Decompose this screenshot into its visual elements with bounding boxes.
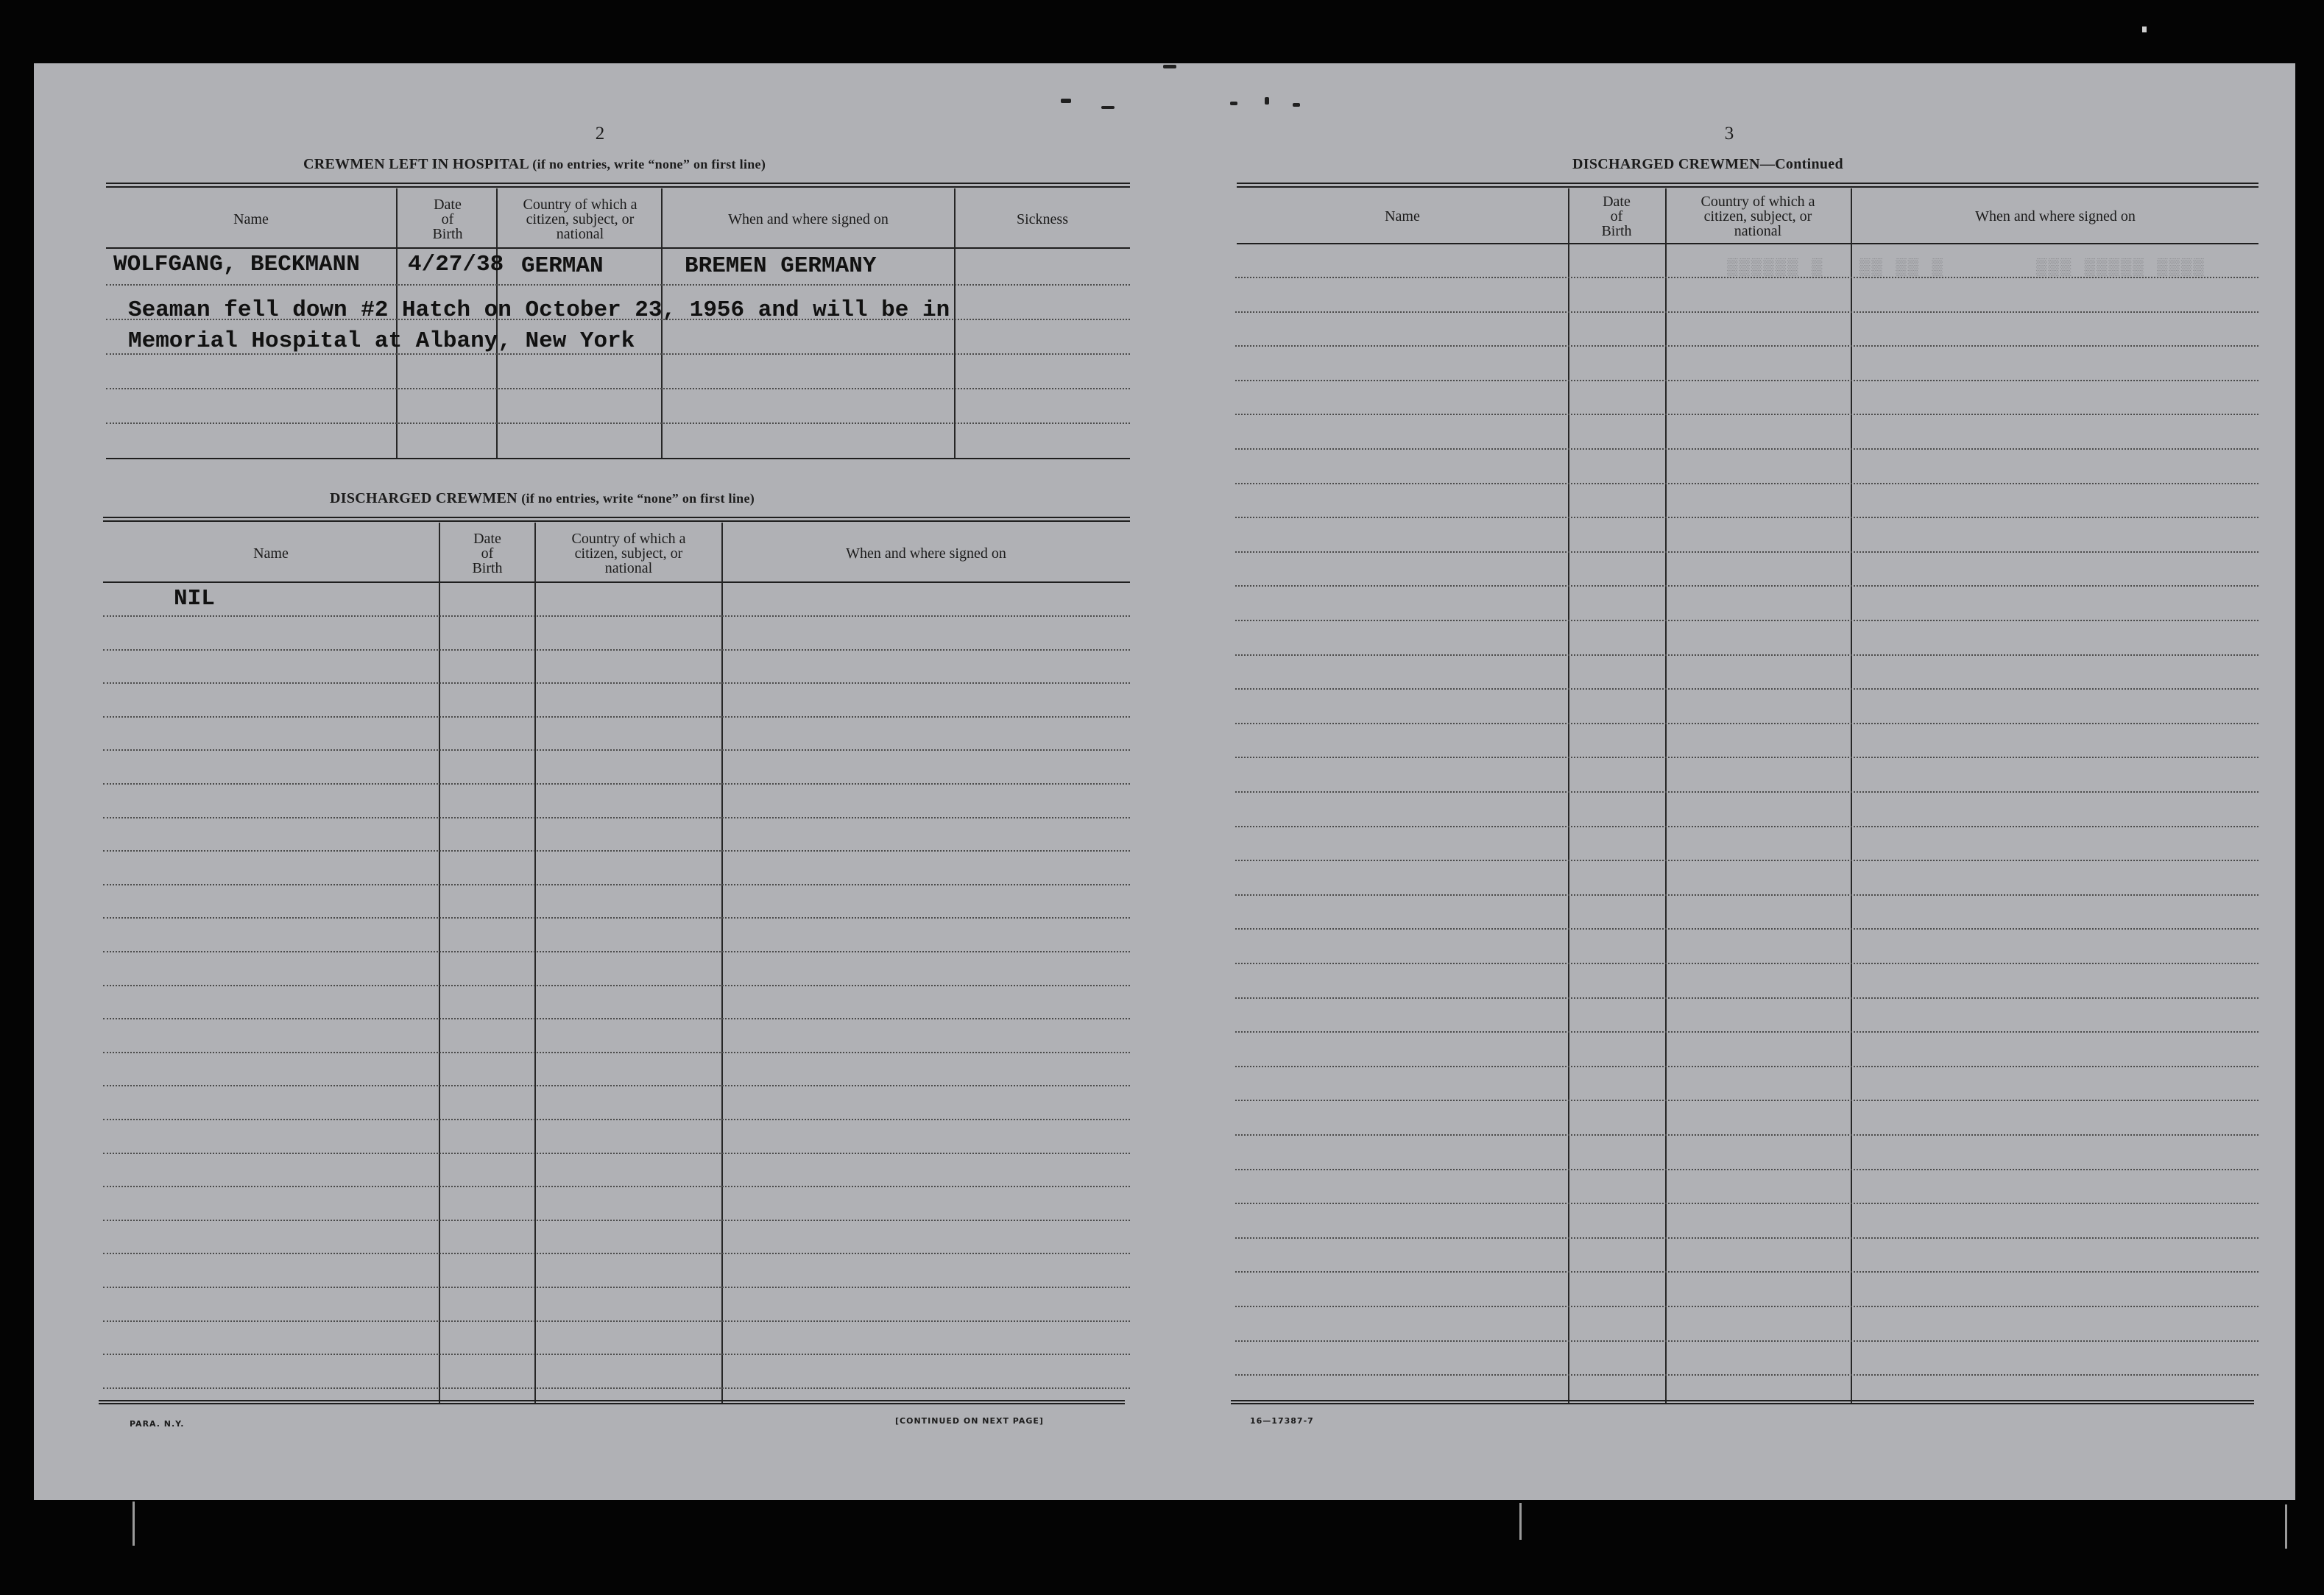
right-section-title: DISCHARGED CREWMEN—Continued	[1572, 156, 1843, 172]
footer-continued: [CONTINUED ON NEXT PAGE]	[895, 1416, 1044, 1426]
ruled-row-line	[103, 1287, 1130, 1288]
ruled-row-line	[103, 749, 1130, 751]
hospital-col-country: Country of which a citizen, subject, or national	[523, 197, 637, 242]
ruled-row-line	[103, 917, 1130, 919]
ruled-row-line	[103, 682, 1130, 684]
ruled-row-line	[103, 1354, 1130, 1355]
ruled-row-line	[103, 1119, 1130, 1120]
hospital-title-text: CREWMEN LEFT IN HOSPITAL	[303, 156, 529, 172]
ruled-row-line	[1235, 414, 2258, 415]
hospital-bottom-rule	[106, 458, 1130, 459]
ruled-row-line	[1235, 1237, 2258, 1239]
hospital-vline-2	[496, 188, 498, 459]
ruled-row-line	[1235, 1306, 2258, 1307]
discharged-col-name: Name	[253, 545, 289, 562]
scan-speck	[2142, 26, 2147, 32]
ruled-row-line	[1235, 277, 2258, 278]
right-vline-1	[1568, 188, 1569, 1404]
ruled-row-line	[1235, 1169, 2258, 1170]
footer-form-code: 16—17387-7	[1250, 1416, 1314, 1426]
hospital-header-rule	[106, 247, 1130, 249]
discharged-vline-2	[534, 523, 536, 1403]
scan-edge-mark	[1519, 1503, 1522, 1540]
discharged-entry-nil: NIL	[174, 586, 215, 612]
scan-edge-mark	[2285, 1504, 2287, 1549]
ruled-row-line	[103, 1186, 1130, 1187]
ruled-row-line	[103, 783, 1130, 785]
hospital-entry-dob: 4/27/38	[408, 252, 504, 277]
ruled-row-line	[1235, 826, 2258, 827]
right-vline-2	[1665, 188, 1667, 1404]
discharged-bottom-rule	[99, 1400, 1125, 1404]
ruled-row-line	[1235, 1374, 2258, 1376]
ruled-row-line	[1235, 928, 2258, 930]
hospital-vline-1	[396, 188, 398, 459]
ruled-row-line	[103, 1253, 1130, 1254]
hospital-col-name: Name	[233, 211, 269, 227]
right-col-name: Name	[1385, 208, 1420, 224]
ruled-row-line	[1235, 997, 2258, 999]
ruled-row-line	[1235, 1066, 2258, 1067]
scan-edge-mark	[133, 1502, 135, 1546]
hospital-entry-country: GERMAN	[521, 253, 604, 279]
page-number-left: 2	[595, 124, 605, 144]
discharged-section-title	[330, 490, 755, 507]
hospital-entry-name: WOLFGANG, BECKMANN	[113, 252, 360, 277]
discharged-top-rule	[103, 517, 1130, 522]
ruled-row-line	[103, 1018, 1130, 1019]
ruled-row-line	[1235, 620, 2258, 621]
ruled-row-line	[1235, 791, 2258, 793]
hospital-entry-note-2: Memorial Hospital at Albany, New York	[128, 328, 635, 354]
discharged-col-signed-on: When and where signed on	[846, 545, 1006, 562]
ruled-row-line	[103, 1153, 1130, 1154]
discharged-col-country: Country of which a citizen, subject, or national	[571, 531, 686, 576]
discharged-instruction: (if no entries, write “none” on first line)	[521, 491, 755, 506]
ruled-row-line	[103, 817, 1130, 818]
right-col-dob: Date of Birth	[1601, 194, 1632, 239]
ruled-row-line	[103, 649, 1130, 651]
hospital-section-title	[303, 156, 766, 173]
footer-printer: PARA. N.Y.	[130, 1419, 185, 1429]
hospital-instruction: (if no entries, write “none” on first line)	[532, 157, 766, 171]
ruled-row-line	[103, 1387, 1130, 1389]
ruled-row-line	[1235, 860, 2258, 861]
right-header-rule	[1237, 243, 2258, 244]
ruled-row-line	[1235, 1271, 2258, 1273]
ruled-row-line	[1235, 345, 2258, 347]
right-bottom-rule	[1231, 1400, 2254, 1404]
discharged-col-dob: Date of Birth	[472, 531, 503, 576]
ruled-row-line	[1235, 517, 2258, 518]
ruled-row-line	[1235, 1134, 2258, 1136]
hospital-col-signed-on: When and where signed on	[728, 211, 889, 227]
ruled-row-line	[1235, 723, 2258, 724]
ruled-row-line	[103, 951, 1130, 952]
manifest-sheet	[34, 63, 2295, 1500]
ruled-row-line	[103, 1220, 1130, 1221]
right-col-signed-on: When and where signed on	[1975, 208, 2136, 224]
bleed-through-mark: ▒▒ ▒▒ ▒	[1859, 259, 1944, 279]
ruled-row-line	[1235, 1100, 2258, 1101]
hospital-vline-4	[954, 188, 956, 459]
hospital-row-line	[106, 284, 1130, 286]
hospital-col-dob: Date of Birth	[432, 197, 463, 242]
hospital-col-sickness: Sickness	[1017, 211, 1068, 227]
hospital-row-line	[106, 388, 1130, 389]
discharged-header-rule	[103, 581, 1130, 583]
ruled-row-line	[1235, 380, 2258, 381]
discharged-title-text: DISCHARGED CREWMEN	[330, 490, 518, 506]
ruled-row-line	[103, 884, 1130, 885]
right-vline-3	[1851, 188, 1852, 1404]
ruled-row-line	[1235, 894, 2258, 896]
ruled-row-line	[1235, 483, 2258, 484]
ruled-row-line	[1235, 448, 2258, 450]
ruled-row-line	[1235, 1031, 2258, 1033]
hospital-entry-signed-on: BREMEN GERMANY	[685, 253, 877, 279]
ruled-row-line	[1235, 1203, 2258, 1204]
ruled-row-line	[1235, 311, 2258, 313]
ruled-row-line	[103, 850, 1130, 852]
ruled-row-line	[103, 716, 1130, 718]
bleed-through-mark: ▒▒▒▒▒▒ ▒	[1727, 259, 1824, 279]
ruled-row-line	[1235, 963, 2258, 964]
hospital-vline-3	[661, 188, 663, 459]
ruled-row-line	[103, 985, 1130, 986]
ruled-row-line	[1235, 688, 2258, 690]
hospital-row-line	[106, 422, 1130, 424]
discharged-vline-1	[439, 523, 440, 1403]
right-top-rule	[1237, 183, 2258, 188]
hospital-entry-note-1: Seaman fell down #2 Hatch on October 23, 1956 and will be in	[128, 297, 950, 323]
ruled-row-line	[1235, 585, 2258, 587]
ruled-row-line	[103, 1052, 1130, 1053]
ruled-row-line	[1235, 551, 2258, 553]
ruled-row-line	[1235, 1340, 2258, 1342]
bleed-through-mark: ▒▒▒ ▒▒▒▒▒ ▒▒▒▒	[2036, 259, 2205, 279]
ruled-row-line	[1235, 654, 2258, 656]
right-col-country: Country of which a citizen, subject, or national	[1700, 194, 1815, 239]
page-number-right: 3	[1724, 124, 1734, 144]
discharged-vline-3	[721, 523, 723, 1403]
hospital-top-rule	[106, 183, 1130, 188]
ruled-row-line	[103, 1320, 1130, 1322]
ruled-row-line	[103, 1085, 1130, 1086]
ruled-row-line	[103, 615, 1130, 617]
ruled-row-line	[1235, 757, 2258, 758]
